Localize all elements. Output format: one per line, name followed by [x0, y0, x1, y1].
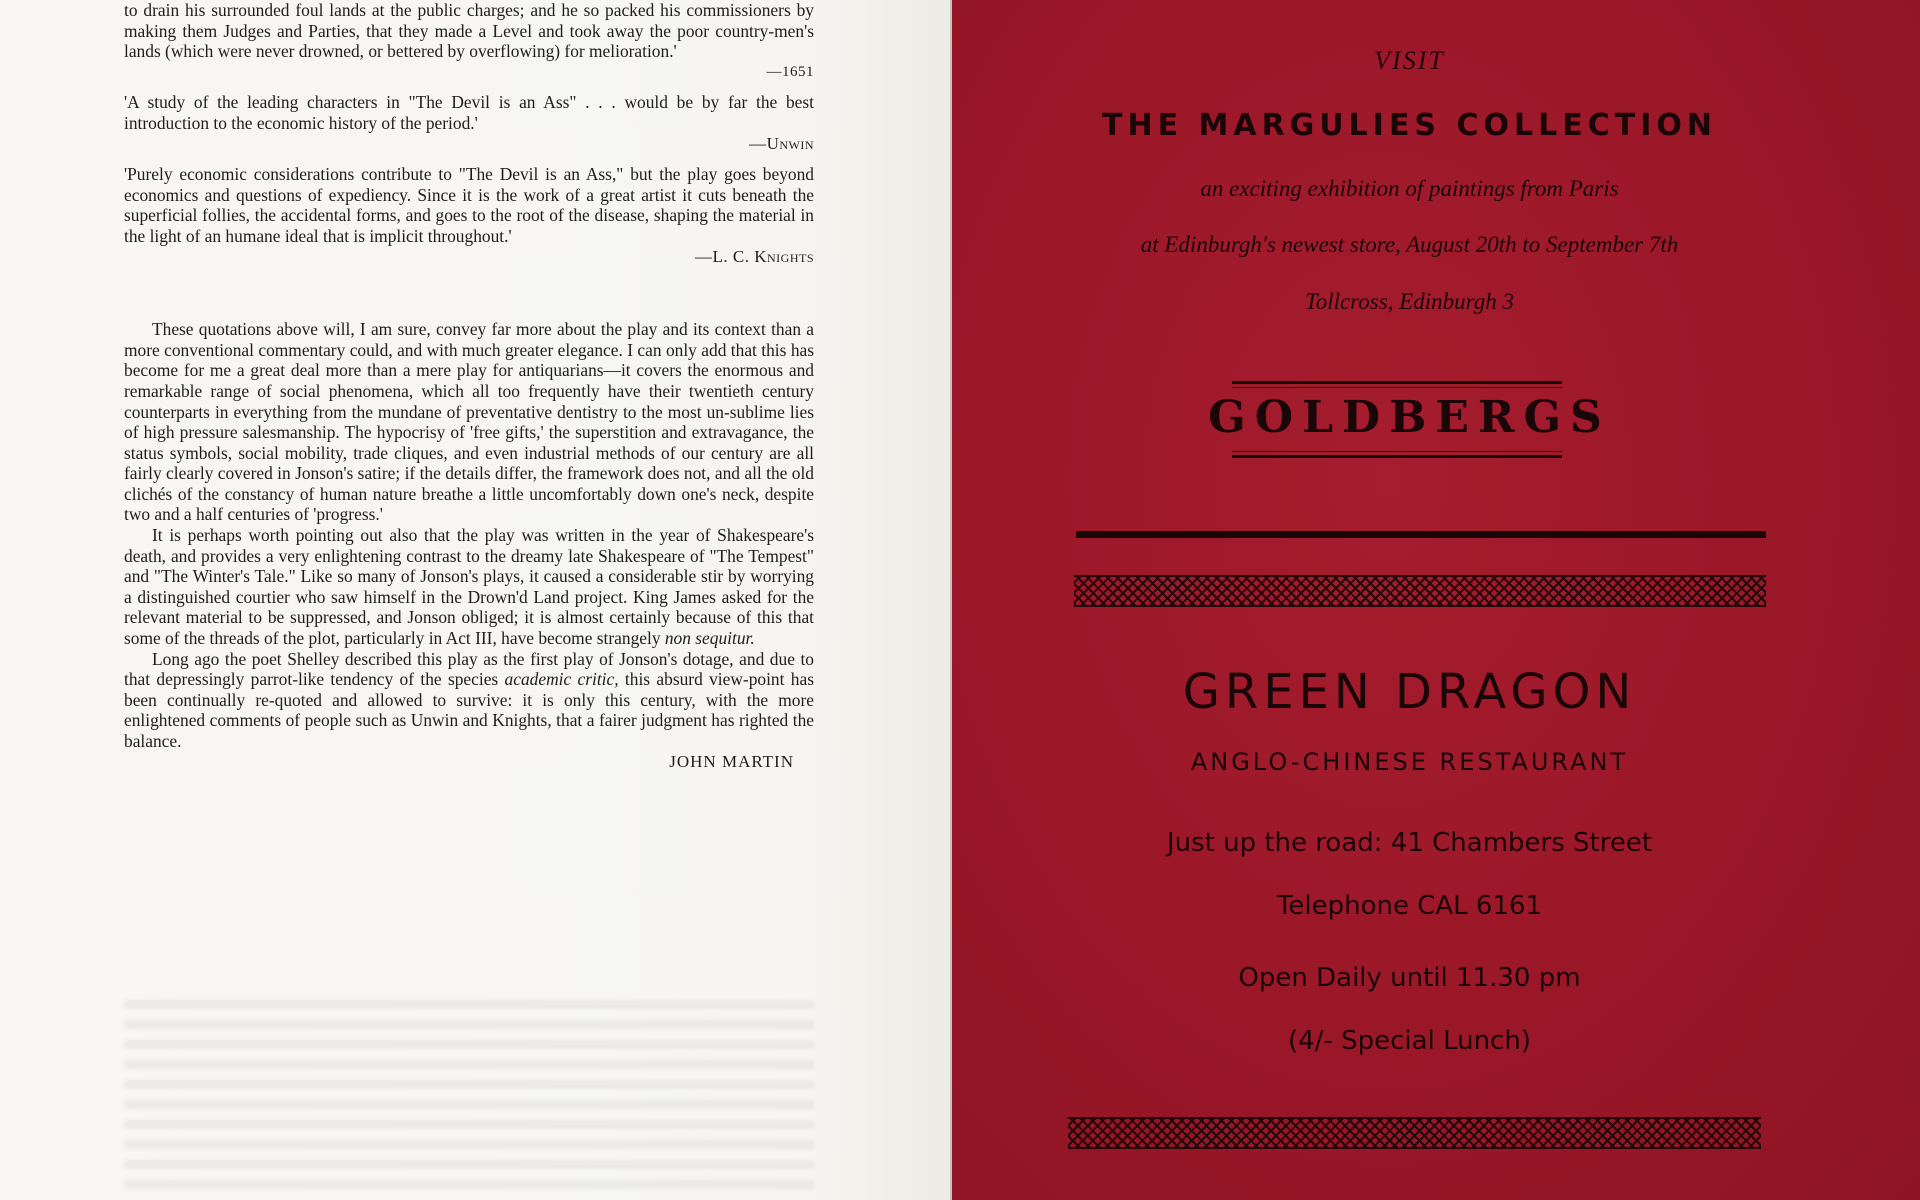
- decorative-border-bottom: [1068, 1117, 1761, 1149]
- right-page-advertisements: [952, 0, 1920, 1200]
- left-page: [0, 0, 950, 1200]
- restaurant-telephone: Telephone CAL 6161: [1276, 891, 1543, 921]
- goldbergs-rule-top: [1232, 381, 1562, 384]
- quote-1-text: to drain his surrounded foul lands at the public charges; and he so packed his commissioners by making them Judges and Parties, that they made a Level and took away the poor country-men's lands (which were never drowned, or bettered by overflowing) for melioration.': [124, 0, 814, 62]
- restaurant-type: ANGLO-CHINESE RESTAURANT: [1190, 748, 1629, 776]
- goldbergs-store-name: GOLDBERGS: [1208, 392, 1611, 443]
- visit-heading: VISIT: [1374, 46, 1445, 75]
- special-lunch: (4/- Special Lunch): [1288, 1026, 1531, 1056]
- quote-1-attribution: —1651: [766, 63, 814, 80]
- goldbergs-rule-top-thin: [1232, 387, 1562, 388]
- essay-text-column: [124, 0, 814, 772]
- restaurant-address: Just up the road: 41 Chambers Street: [1166, 828, 1653, 858]
- quote-2-text: 'A study of the leading characters in "The Devil is an Ass" . . . would be by far the best introduction to the economic history of the period.': [124, 92, 814, 133]
- goldbergs-rule-bottom: [1232, 455, 1562, 458]
- quote-2-attribution: —Unwin: [749, 133, 814, 153]
- goldbergs-rule-bottom-thin: [1232, 451, 1562, 452]
- green-dragon-title: GREEN DRAGON: [1182, 664, 1637, 720]
- essay-paragraph-1: These quotations above will, I am sure, convey far more about the play and its context than a more conventional commentary could, and with much greater elegance. I can only add that this has become for me a great deal more than a mere play for antiquarians—it covers the enormous and remarkable range of social phenomena, which all too frequently have their twentieth century counterparts in everything from the mundane of preventative dentistry to the most un-sublime lies of high pressure salesmanship. The hypocrisy of 'free gifts,' the superstition and extravagance, the status symbols, social mobility, trade cliques, and even industrial methods of our century are all fairly clearly covered in Jonson's satire; if the details differ, the framework does not, and all the old clichés of the constancy of human nature breathe a little uncomfortably down one's neck, despite two and a half centuries of 'progress.': [124, 319, 814, 525]
- quote-3-attribution: —L. C. Knights: [695, 246, 814, 266]
- exhibition-line-2: at Edinburgh's newest store, August 20th to September 7th: [1140, 232, 1679, 257]
- author-signature: JOHN MARTIN: [669, 751, 794, 771]
- essay-paragraph-3-text-b: this absurd view-point has been continually re-quoted and allowed to survive: it is only this century, with the more enlightened comments of people such as Unwin and Knights, that a fairer judgment has righted the balance.: [124, 669, 814, 751]
- essay-paragraph-3: [124, 649, 814, 752]
- section-divider-rule: [1076, 531, 1766, 538]
- quote-1697: [124, 0, 814, 82]
- restaurant-hours: Open Daily until 11.30 pm: [1238, 963, 1581, 993]
- show-through-text: [124, 1000, 814, 1190]
- quote-knights: [124, 164, 814, 267]
- essay-paragraph-3-italic: academic critic,: [504, 669, 619, 690]
- quote-unwin: [124, 92, 814, 154]
- essay-paragraph-2: [124, 525, 814, 649]
- essay-paragraph-3-text-a: Long ago the poet Shelley described this play as the first play of Jonson's dotage, and due to that depressingly parrot-like tendency of the species: [124, 648, 814, 690]
- essay-paragraph-2-text: It is perhaps worth pointing out also that the play was written in the year of Shakespeare's death, and provides a very enlightening contrast to the dreamy late Shakespeare of "The Tempest" and "The Winter's Tale." Like so many of Jonson's plays, it caused a considerable stir by worrying a distinguished courtier who saw himself in the Drown'd Land project. King James asked for the relevant material to be suppressed, and Jonson obliged; it is almost certainly because of this that some of the threads of the plot, particularly in Act III, have become strangely: [124, 525, 814, 649]
- margulies-collection-title: THE MARGULIES COLLECTION: [1102, 108, 1717, 143]
- quote-3-text: 'Purely economic considerations contribute to "The Devil is an Ass," but the play goes beyond economics and questions of expediency. Since it is the work of a great artist it cuts beneath the superficial follies, the accidental forms, and goes to the root of the disease, shaping the material in the light of an humane ideal that is implicit throughout.': [124, 164, 814, 246]
- exhibition-line-1: an exciting exhibition of paintings from Paris: [1200, 176, 1619, 201]
- exhibition-line-3: Tollcross, Edinburgh 3: [1305, 289, 1514, 314]
- essay-paragraph-2-italic: non sequitur.: [664, 628, 755, 649]
- decorative-border-top: [1074, 575, 1766, 607]
